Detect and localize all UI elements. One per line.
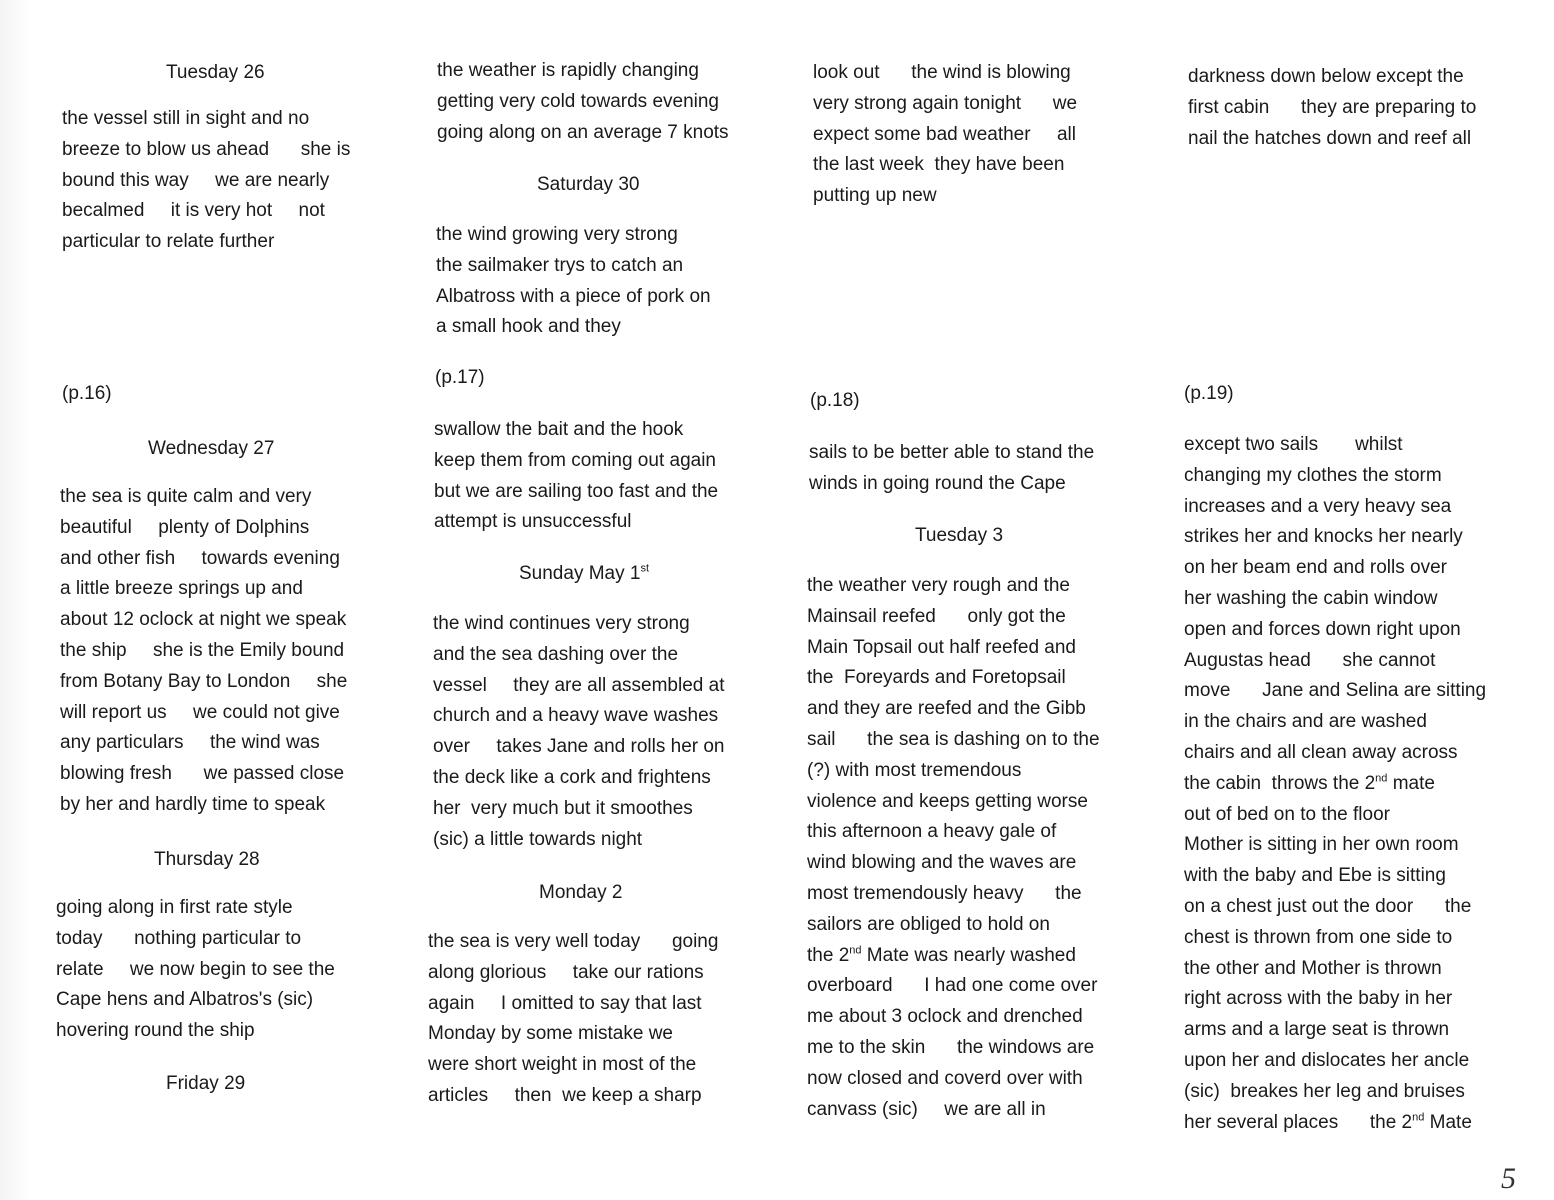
text-line: keep them from coming out again	[434, 449, 716, 471]
text-line: chest is thrown from one side to	[1184, 926, 1453, 948]
text-line: blowing fresh we passed close	[60, 763, 345, 785]
diary-paragraph	[428, 927, 718, 1112]
text-line: and they are reefed and the Gibb	[807, 698, 1086, 720]
text-line: breeze to blow us ahead she is	[62, 138, 351, 160]
text-line: and other fish towards evening	[60, 547, 340, 569]
text-line: sails to be better able to stand the	[809, 442, 1095, 463]
text-line: the Foreyards and Foretopsail	[807, 667, 1066, 689]
ordinal-suffix: nd	[1375, 772, 1388, 785]
text-line: going along on an average 7 knots	[437, 121, 729, 143]
text-line: chairs and all clean away across	[1184, 741, 1458, 763]
text-line: a small hook and they	[436, 316, 621, 338]
text-line: relate we now begin to see the	[56, 958, 335, 980]
text-line: move Jane and Selina are sitting	[1184, 680, 1487, 702]
text-line: along glorious take our rations	[428, 961, 704, 983]
text-line: will report us we could not give	[60, 701, 340, 723]
entry-date-heading: Tuesday 3	[915, 525, 1004, 546]
text-line: in the chairs and are washed	[1184, 711, 1427, 733]
text-line: church and a heavy wave washes	[433, 705, 719, 727]
text-line: over takes Jane and rolls her on	[433, 736, 725, 758]
diary-paragraph	[62, 104, 350, 258]
entry-date-heading: Sunday May 1st	[519, 562, 650, 584]
text-line: Monday by some mistake we	[428, 1023, 673, 1045]
text-line: particular to relate further	[62, 231, 275, 253]
text-line: vessel they are all assembled at	[433, 674, 725, 696]
text-line: hovering round the ship	[56, 1020, 255, 1042]
entry-date-heading: Thursday 28	[154, 849, 260, 870]
text-line: her washing the cabin window	[1184, 587, 1438, 609]
original-page-marker: (p.19)	[1184, 383, 1234, 404]
text-line: and the sea dashing over the	[433, 643, 679, 665]
diary-paragraph	[813, 58, 1077, 212]
text-line: becalmed it is very hot not	[62, 200, 325, 222]
text-line: upon her and dislocates her ancle	[1184, 1049, 1470, 1071]
scan-edge-shadow	[0, 0, 30, 1200]
entry-date-heading: Saturday 30	[537, 174, 640, 195]
entry-date-heading: Wednesday 27	[148, 438, 275, 459]
text-line: me to the skin the windows are	[807, 1036, 1095, 1058]
text-line: the vessel still in sight and no	[62, 108, 310, 129]
text-line: Cape hens and Albatros's (sic)	[56, 989, 314, 1011]
text-line: now closed and coverd over with	[807, 1067, 1083, 1089]
text-line: the weather very rough and the	[807, 575, 1071, 596]
text-line: strikes her and knocks her nearly	[1184, 526, 1463, 548]
text-line: look out the wind is blowing	[813, 62, 1071, 83]
text-line: open and forces down right upon	[1184, 618, 1461, 640]
original-page-marker: (p.17)	[435, 367, 485, 388]
text-line: Mainsail reefed only got the	[807, 605, 1066, 627]
diary-paragraph	[436, 220, 711, 343]
entry-date-heading: Monday 2	[539, 882, 623, 903]
text-line: wind blowing and the waves are	[807, 852, 1077, 874]
diary-paragraph	[434, 415, 718, 538]
text-line: (?) with most tremendous	[807, 759, 1022, 781]
text-line: about 12 oclock at night we speak	[60, 609, 347, 631]
text-line: today nothing particular to	[56, 927, 302, 949]
entry-date-heading: Tuesday 26	[166, 62, 265, 83]
text-line: Main Topsail out half reefed and	[807, 636, 1076, 658]
text-line: the ship she is the Emily bound	[60, 639, 345, 661]
text-line: canvass (sic) we are all in	[807, 1098, 1046, 1120]
text-line: Augustas head she cannot	[1184, 649, 1436, 671]
text-line: the sea is quite calm and very	[60, 486, 312, 507]
text-line: any particulars the wind was	[60, 732, 320, 754]
text-line: the deck like a cork and frightens	[433, 766, 711, 788]
text-line: except two sails whilst	[1184, 434, 1403, 455]
text-line: but we are sailing too fast and the	[434, 480, 719, 502]
text-line: changing my clothes the storm	[1184, 464, 1442, 486]
text-line: nail the hatches down and reef all	[1188, 127, 1472, 149]
text-line: on her beam end and rolls over	[1184, 557, 1447, 579]
text-line: overboard I had one come over	[807, 975, 1098, 997]
text-line: most tremendously heavy the	[807, 882, 1082, 904]
diary-paragraph	[56, 893, 335, 1047]
text-line: this afternoon a heavy gale of	[807, 821, 1057, 843]
text-line: (sic) a little towards night	[433, 828, 643, 850]
text-line: right across with the baby in her	[1184, 988, 1453, 1010]
text-line: the 2nd Mate was nearly washed	[807, 944, 1076, 966]
text-line: very strong again tonight we	[813, 92, 1078, 114]
diary-paragraph	[807, 571, 1100, 1125]
original-page-marker: (p.18)	[810, 390, 860, 411]
diary-paragraph	[1188, 62, 1476, 154]
original-page-marker: (p.16)	[62, 383, 112, 404]
text-line: getting very cold towards evening	[437, 90, 719, 112]
text-line: the sailmaker trys to catch an	[436, 254, 684, 276]
sheet-page-number: 5	[1501, 1162, 1516, 1195]
text-line: increases and a very heavy sea	[1184, 495, 1452, 517]
ordinal-suffix: st	[640, 562, 650, 575]
text-line: first cabin they are preparing to	[1188, 96, 1477, 118]
text-line: the cabin throws the 2nd mate	[1184, 772, 1435, 794]
text-line: her very much but it smoothes	[433, 797, 693, 819]
text-line: attempt is unsuccessful	[434, 511, 632, 533]
diary-paragraph	[809, 438, 1094, 500]
diary-paragraph	[1184, 430, 1486, 1138]
text-line: Albatross with a piece of pork on	[436, 285, 711, 307]
text-line: going along in first rate style	[56, 897, 293, 918]
text-line: by her and hardly time to speak	[60, 793, 326, 815]
text-line: putting up new	[813, 185, 937, 207]
text-line: were short weight in most of the	[428, 1054, 697, 1076]
text-line: violence and keeps getting worse	[807, 790, 1088, 812]
text-line: swallow the bait and the hook	[434, 419, 684, 440]
text-line: me about 3 oclock and drenched	[807, 1006, 1083, 1028]
text-line: a little breeze springs up and	[60, 578, 303, 600]
text-line: bound this way we are nearly	[62, 169, 330, 191]
text-line: on a chest just out the door the	[1184, 895, 1472, 917]
text-line: articles then we keep a sharp	[428, 1084, 702, 1106]
diary-paragraph	[60, 482, 347, 821]
text-line: sail the sea is dashing on to the	[807, 728, 1100, 750]
text-line: Mother is sitting in her own room	[1184, 834, 1459, 856]
text-line: sailors are obliged to hold on	[807, 913, 1050, 935]
entry-date-heading: Friday 29	[166, 1073, 246, 1094]
diary-paragraph	[433, 609, 725, 855]
text-line: (sic) breakes her leg and bruises	[1184, 1080, 1465, 1102]
text-line: arms and a large seat is thrown	[1184, 1019, 1450, 1041]
ordinal-suffix: nd	[849, 944, 862, 957]
text-line: expect some bad weather all	[813, 123, 1076, 145]
text-line: darkness down below except the	[1188, 66, 1464, 87]
text-line: with the baby and Ebe is sitting	[1184, 865, 1446, 887]
ordinal-suffix: nd	[1412, 1111, 1425, 1124]
text-line: out of bed on to the floor	[1184, 803, 1390, 825]
diary-paragraph	[437, 56, 729, 148]
text-line: beautiful plenty of Dolphins	[60, 516, 310, 538]
text-line: the wind growing very strong	[436, 224, 678, 245]
text-line: again I omitted to say that last	[428, 992, 702, 1014]
text-line: the wind continues very strong	[433, 613, 690, 634]
text-line: the other and Mother is thrown	[1184, 957, 1442, 979]
text-line: winds in going round the Cape	[809, 472, 1066, 494]
text-line: her several places the 2nd Mate	[1184, 1111, 1472, 1133]
text-line: the weather is rapidly changing	[437, 60, 699, 81]
text-line: the last week they have been	[813, 154, 1065, 176]
text-line: from Botany Bay to London she	[60, 670, 348, 692]
text-line: the sea is very well today going	[428, 931, 719, 952]
